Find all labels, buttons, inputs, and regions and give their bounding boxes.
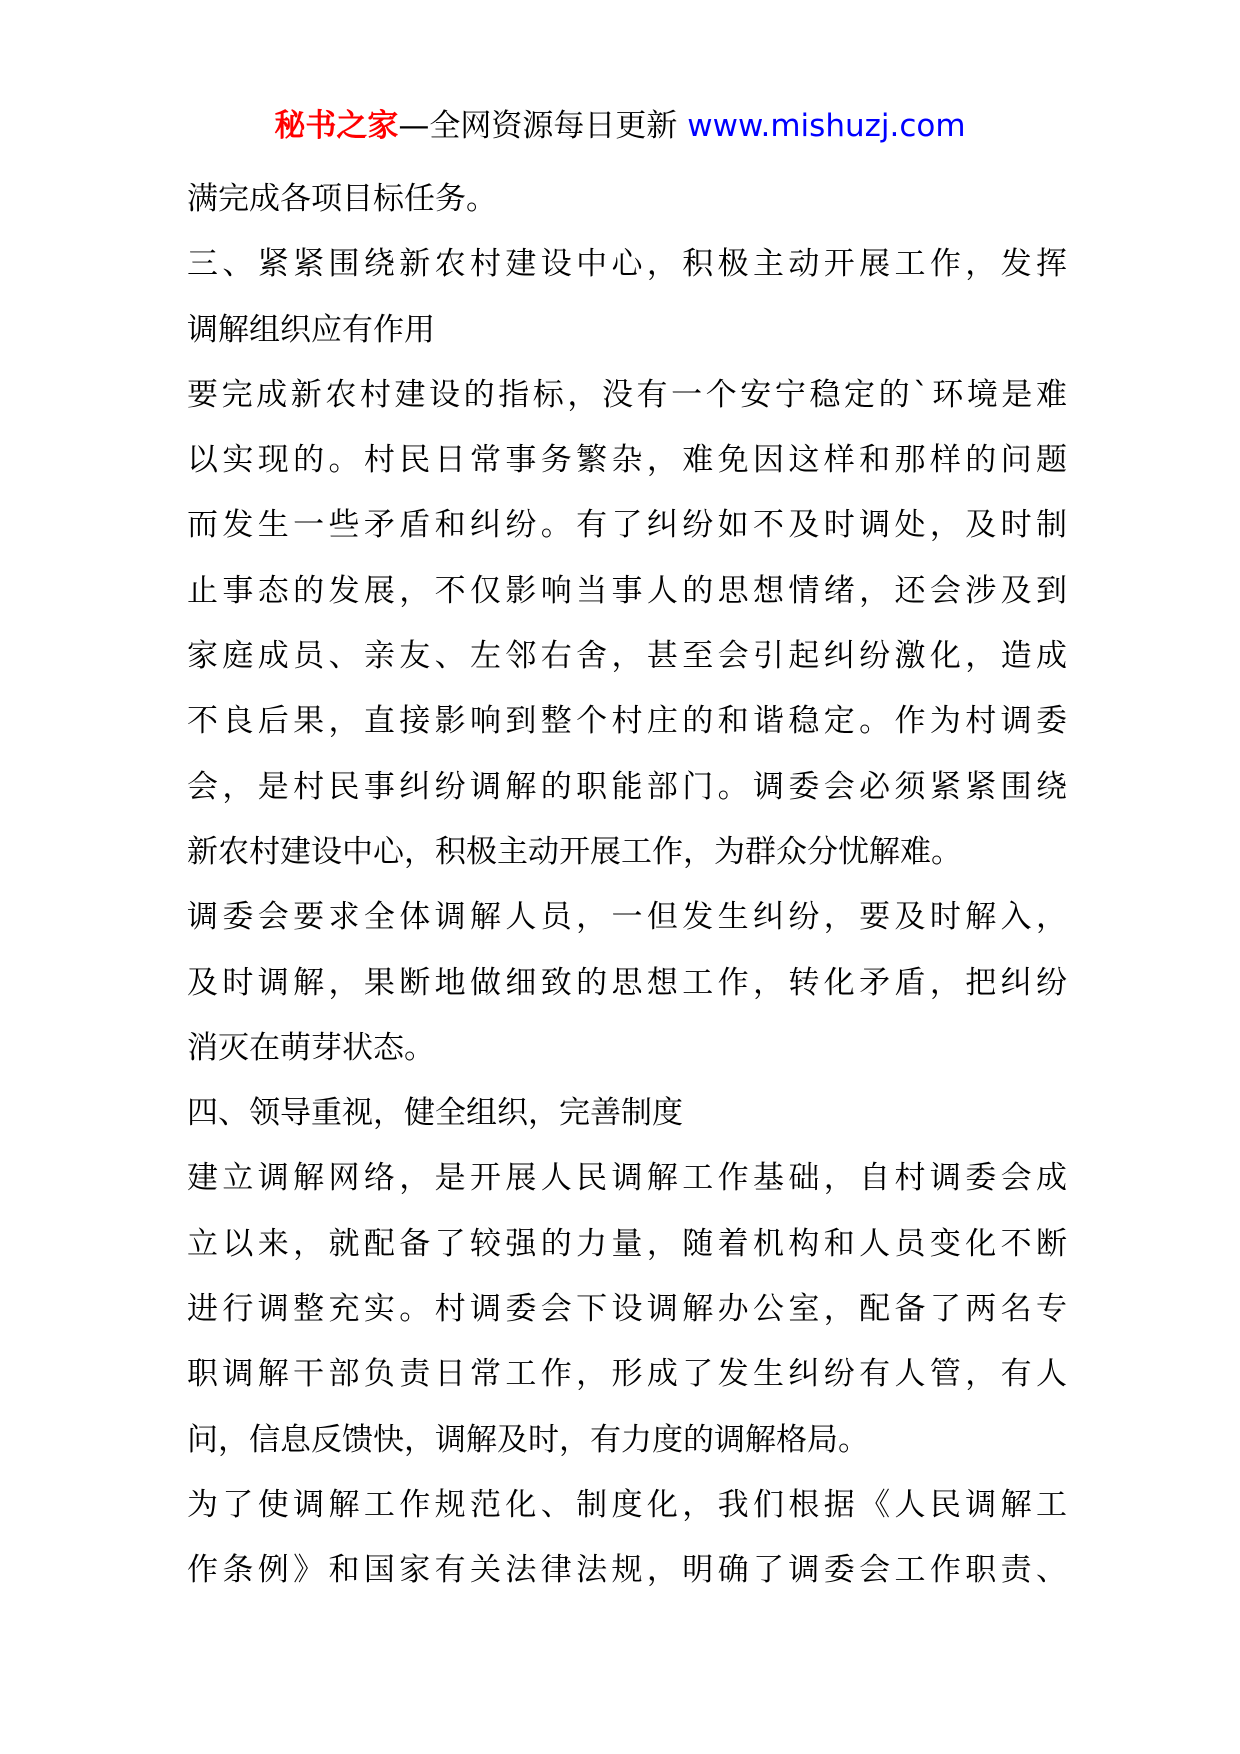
text-line: 消灭在萌芽状态。 [187, 1029, 435, 1066]
text-line: 进行调整充实。村调委会下设调解办公室，配备了两名专 [187, 1291, 1067, 1328]
website-url[interactable]: www.mishuzj.com [687, 108, 966, 144]
brand-name: 秘书之家 [274, 108, 399, 144]
text-line: 满完成各项目标任务。 [187, 181, 497, 217]
text-line: 家庭成员、亲友、左邻右舍，甚至会引起纠纷激化，造成 [187, 638, 1067, 675]
text-line: 要完成新农村建设的指标，没有一个安宁稳定的`环境是难 [187, 376, 1067, 413]
text-line: 新农村建设中心，积极主动开展工作，为群众分忧解难。 [187, 833, 962, 870]
text-line: 调委会要求全体调解人员，一但发生纠纷，要及时解入， [187, 899, 1067, 936]
text-line: 调解组织应有作用 [187, 311, 435, 348]
text-line: 止事态的发展，不仅影响当事人的思想情绪，还会涉及到 [187, 572, 1067, 609]
text-line: 而发生一些矛盾和纠纷。有了纠纷如不及时调处，及时制 [187, 507, 1067, 544]
text-line: 四、领导重视，健全组织，完善制度 [187, 1095, 683, 1132]
text-line: 会，是村民事纠纷调解的职能部门。调委会必须紧紧围绕 [187, 768, 1067, 805]
header-tagline: —全网资源每日更新 [398, 108, 688, 144]
text-line: 职调解干部负责日常工作，形成了发生纠纷有人管，有人 [187, 1356, 1067, 1393]
text-line: 及时调解，果断地做细致的思想工作，转化矛盾，把纠纷 [187, 964, 1067, 1001]
text-line: 不良后果，直接影响到整个村庄的和谐稳定。作为村调委 [187, 703, 1067, 740]
text-line: 立以来，就配备了较强的力量，随着机构和人员变化不断 [187, 1225, 1067, 1262]
text-line: 问，信息反馈快，调解及时，有力度的调解格局。 [187, 1421, 869, 1458]
text-line: 为了使调解工作规范化、制度化，我们根据《人民调解工 [187, 1486, 1067, 1523]
page-header [0, 104, 1240, 148]
text-line: 作条例》和国家有关法律法规，明确了调委会工作职责、 [187, 1552, 1067, 1589]
text-line: 建立调解网络，是开展人民调解工作基础，自村调委会成 [187, 1160, 1067, 1197]
document-body [187, 167, 1067, 1604]
text-line: 三、紧紧围绕新农村建设中心，积极主动开展工作，发挥 [187, 246, 1067, 283]
text-line: 以实现的。村民日常事务繁杂，难免因这样和那样的问题 [187, 442, 1067, 479]
